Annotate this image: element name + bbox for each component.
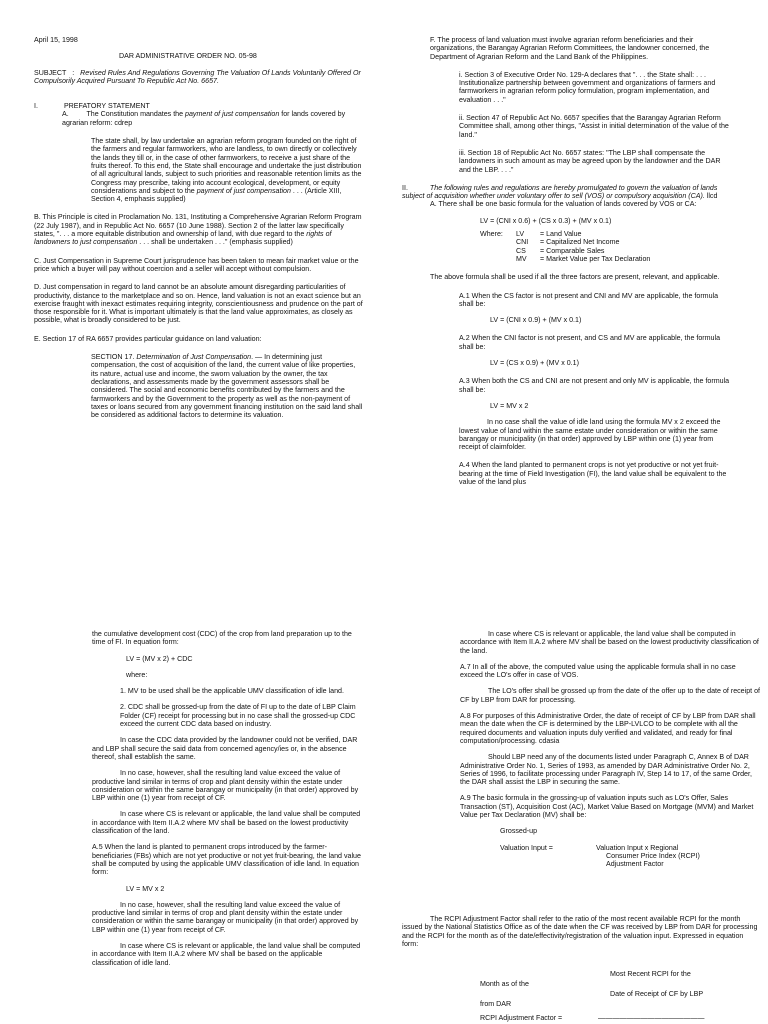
valuation-input-formula: Valuation Input = Valuation Input x Regional Consumer Price Index (RCPI) Adjustment Factor (500, 843, 700, 869)
section2-a9: A.9 The basic formula in the grossing-up of valuation inputs such as LO's Offer, Sales Transaction (ST), Acquisition Cost (AC), Market Value Based on Mortgage (MVM) and Market Value per Tax Declaration (MV) shall be: (460, 794, 754, 820)
cs-note-1: In case where CS is relevant or applicable, the land value shall be computed in accordance with Item II.A.2 where MV shall be based on the lowest productivity classification of the land. (92, 810, 361, 836)
section2-a4: A.4 When the land planted to permanent crops is not yet productive or not yet fruit-bearing at the time of Field Investigation (FI), the land value shall be equivalent to the value of the land plus (459, 461, 727, 486)
where-label: Where: (480, 230, 503, 239)
rcpi-equation (480, 968, 760, 1024)
formula-definitions (402, 230, 732, 263)
cdc-item-2: 2. CDC shall be grossed-up from the date of FI up to the date of LBP Claim Folder (CF) receipt for processing but in no case shall the grossed-up CDC exceed the current CDC data based on industry. (120, 703, 356, 729)
a2-formula: LV = (CS x 0.9) + (MV x 0.1) (490, 359, 579, 368)
cdc-formula: LV = (MV x 2) + CDC (126, 654, 193, 663)
section2-num: II. (402, 183, 408, 192)
section1-d: D. Just compensation in regard to land cannot be an absolute amount disregarding particularities of productivity, distance to the marketplace and so on. Hence, land valuation is not an exact science but an exercise fraught with inexact estimates requiring integrity, conscientiousness and prudence on the part of those responsible for it. What is important ultimately is that the land value approximates, as closely as possible, what is broadly considered to be just. (34, 283, 363, 325)
def-text: = Land Value (540, 230, 582, 239)
cs-note-3: In case where CS is relevant or applicable, the land value shall be computed in accordance with Item II.A.2 where MV shall be based on the lowest productivity classification of the land. (460, 630, 759, 655)
section2-a8: A.8 For purposes of this Administrative Order, the date of receipt of CF by LBP from DAR shall mean the date when the CF is determined by the LBP-LVLCO to be complete with all the required documents and valuation inputs duly verified and validated, and ready for final computation/processing. cdasia (460, 712, 756, 745)
section1-a-label: A. (62, 110, 69, 119)
section1-a: A. The Constitution mandates the payment of just compensation for lands covered by agrarian reform: cdrep (62, 110, 346, 127)
idle-land-note: In no case shall the value of idle land using the formula MV x 2 exceed the lowest value of land within the same estate under consideration or within the same barangay or municipality (in that order) approved by LBP within one (1) year from receipt of claimfolder. (459, 418, 721, 452)
numerator-line-2: Date of Receipt of CF by LBP (610, 990, 704, 998)
section1-num: I. (34, 102, 38, 111)
basic-formula: LV = (CNI x 0.6) + (CS x 0.3) + (MV x 0.1) (480, 216, 612, 225)
page1-right-column (402, 36, 732, 486)
above-formula-note: The above formula shall be used if all the three factors are present, relevant, and applicable. (430, 273, 720, 282)
cdc-verification: In case the CDC data provided by the landowner could not be verified, DAR and LBP shall secure the said data from concerned agency/ies or, in the absence thereof, shall establish the same. (92, 736, 358, 761)
def-text: = Market Value per Tax Declaration (540, 254, 651, 263)
section2-a3: A.3 When both the CS and CNI are not present and only MV is applicable, the formula shall be: (459, 377, 730, 394)
section2-a1: A.1 When the CS factor is not present and CNI and MV are applicable, the formula shall be: (459, 291, 719, 308)
section1-f: F. The process of land valuation must involve agrarian reform beneficiaries and their organizations, the Barangay Agrarian Reform Committees, the landowner concerned, the Department of Agrarian Reform and the Land Bank of the Philippines. (430, 36, 710, 61)
section2-a5: A.5 When the land is planted to permanent crops introduced by the farmer-beneficiaries (FBs) which are not yet productive or not yet fruit-bearing, the land value shall be computed by using the applicable UMV classification of idle land. In equation form: (92, 843, 361, 877)
def-abbr: CS (516, 246, 526, 255)
order-title: DAR ADMINISTRATIVE ORDER NO. 05-98 (119, 52, 257, 61)
no-case-note-1: In no case, however, shall the resulting land value exceed the value of productive land similar in terms of crop and plant density within the estate under consideration or within the same barangay or municipality (in that order) approved by LBP within one (1) year from receipt of CF. (92, 769, 359, 803)
where-text: where: (126, 670, 148, 679)
section17-quote: SECTION 17. Determination of Just Compensation. — In determining just compensation, the cost of acquisition of the land, the current value of like properties, its nature, actual use and income, the sworn valuation by the owner, the tax declarations, and assessments made by the government assessors shall be considered. The social and economic benefits contributed by the farmers and the farmworkers and by the Government to the property as well as the non-payment of taxes or loans secured from any government financing institution on the said land shall be considered as additional factors to determine its valuation. (91, 353, 363, 420)
section2-a7: A.7 In all of the above, the computed value using the applicable formula shall in no case exceed the LO's offer in case of VOS. (460, 662, 736, 680)
section1-c: C. Just Compensation in Supreme Court jurisprudence has been taken to mean fair market value or the price which a buyer will pay without coercion and a seller will accept without compulsion. (34, 256, 359, 273)
section1-b: B. This Principle is cited in Proclamation No. 131, Instituting a Comprehensive Agrarian Reform Program (22 July 1987), and in Republic Act No. 6657 (10 June 1988). Section 2 of the latter law specifically states, ". . . a more equitable distribution and ownership of land, with due regard to the rights of landowners to just compensation . . . shall be undertaken . . ." (emphasis supplied) (34, 213, 362, 247)
a5-formula: LV = MV x 2 (126, 884, 165, 893)
subject-sep: : (72, 68, 75, 77)
subject-text: Revised Rules And Regulations Governing The Valuation Of Lands Voluntarily Offered Or Compulsorily Acquired Pursuant To Republic Act No. 6657. (34, 68, 361, 85)
a1-formula: LV = (CNI x 0.9) + (MV x 0.1) (490, 316, 582, 325)
section1-e: E. Section 17 of RA 6657 provides particular guidance on land valuation: (34, 334, 262, 343)
cdc-item-1: 1. MV to be used shall be the applicable UMV classification of idle land. (120, 687, 344, 696)
section1-title: PREFATORY STATEMENT (63, 102, 150, 111)
valuation-input-label: Valuation Input = (500, 843, 553, 852)
a4-continuation: the cumulative development cost (CDC) of the crop from land preparation up to the time of FI. In equation form: (92, 630, 352, 647)
document-date: April 15, 1998 (34, 36, 78, 44)
a3-formula: LV = MV x 2 (490, 401, 529, 410)
page2-left-column (92, 630, 364, 967)
page2-right-column (460, 630, 760, 869)
def-abbr: MV (516, 254, 527, 263)
def-text: = Comparable Sales (540, 246, 605, 255)
subject-label: SUBJECT (34, 68, 67, 77)
lbp-documents-note: Should LBP need any of the documents listed under Paragraph C, Annex B of DAR Administrative Order No. 1, Series of 1993, as amended by DAR Administrative Order No. 2, Series of 1996, to facilitate processing under Paragraph IV, Step 14 to 17, of the same Order, the DAR shall assist the LBP in securing the same. (460, 753, 752, 787)
def-abbr: CNI (516, 238, 529, 247)
def-text: = Capitalized Net Income (540, 238, 620, 247)
section1-f-i: i. Section 3 of Executive Order No. 129-A declares that ". . . the State shall: . . . Institutionalize partnership between government and organizations of farmers and farmworkers in agrarian reform policy formulation, program implementation, and evaluation . . ." (459, 70, 716, 104)
fraction-bar: ——————————————— (598, 1014, 705, 1022)
numerator-line-1: Most Recent RCPI for the (610, 970, 691, 978)
grossed-up-label: Grossed-up (500, 827, 538, 836)
no-case-note-2: In no case, however, shall the resulting land value exceed the value of productive land similar in terms of crop and plant density within the estate under consideration or within the same barangay or municipality (in that order) approved by LBP within one (1) year from receipt of CF. (92, 900, 359, 934)
page1-left-column (34, 36, 364, 419)
rcpi-paragraph: The RCPI Adjustment Factor shall refer to the ratio of the most recent available RCPI for the month issued by the National Statistics Office as of the date when the CF was received by LBP from DAR for processing and the RCPI for the month as of the date/effectivity/registration of the valuation input. Expressed in equation form: (402, 915, 758, 948)
from-dar: from DAR (480, 1000, 512, 1008)
month-as-of: Month as of the (480, 980, 529, 988)
factor-label: RCPI Adjustment Factor = (480, 1014, 563, 1022)
lo-offer-note: The LO's offer shall be grossed up from the date of the offer up to the date of receipt of CF by LBP from DAR for processing. (460, 687, 761, 704)
def-abbr: LV (516, 230, 525, 239)
section1-heading (34, 102, 364, 110)
cs-note-2: In case where CS is relevant or applicable, the land value shall be computed in accordance with Item II.A.2 where MV shall be based on the applicable classification of idle land. (92, 942, 361, 967)
section2-intro: II. The following rules and regulations are hereby promulgated to govern the valuation of lands subject of acquisition whether under voluntary offer to sell (VOS) or compulsory acquisition (CA). llcd (402, 183, 718, 201)
constitution-quote: The state shall, by law undertake an agrarian reform program founded on the right of the farmers and regular farmworkers, who are landless, to own directly or collectively the lands they till or, in the case of other farmworkers, to receive a just share of the fruits thereof. To this end, the State shall encourage and undertake the just distribution of all agricultural lands, subject to such priorities and reasonable retention limits as the Congress may prescribe, taking into account ecological, development, or equity considerations and subject to the payment of just compensation . . . (Article XIII, Section 4, emphasis supplied) (91, 137, 362, 204)
section2-a2: A.2 When the CNI factor is not present, and CS and MV are applicable, the formula shall be: (459, 334, 721, 351)
section1-f-iii: iii. Section 18 of Republic Act No. 6657 states: "The LBP shall compensate the landowners in such amount as may be agreed upon by the landowner and the DAR and the LBP. . . ." (459, 148, 721, 174)
subject-block (34, 69, 364, 86)
section1-f-ii: ii. Section 47 of Republic Act No. 6657 specifies that the Barangay Agrarian Reform Committee shall, among other things, "Assist in initial determination of the value of the land." (459, 114, 729, 139)
section2-a: A. There shall be one basic formula for the valuation of lands covered by VOS or CA: (430, 200, 697, 209)
